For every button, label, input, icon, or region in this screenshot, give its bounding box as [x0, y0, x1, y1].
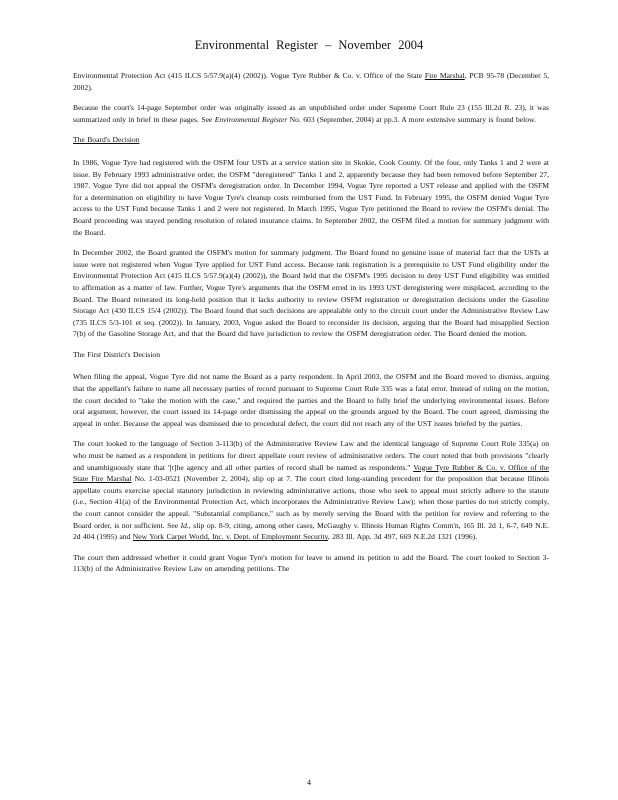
- citation-underlined: Fire Marshal: [424, 71, 465, 80]
- analysis-text: The court looked to the language of Section 3-113(b) of the Administrative Review Law and the identical language of Supreme Court Rule 335(a) on who must be named as a respondent in petitions for direct appellate court review of administrative orders. The court noted that both provisions "clearly and unambiguously state that '[t]he agency and all other parties of record shall be named as respondents.": [73, 439, 549, 472]
- paragraph-intro: [73, 102, 549, 125]
- section-heading-board-decision: The Board's Decision: [73, 135, 140, 145]
- case-name-underlined-2: New York Carpet World, Inc. v. Dept. of Employment Security: [132, 532, 328, 542]
- article-body: [73, 70, 549, 584]
- running-header: Environmental Register – November 2004: [194, 38, 424, 52]
- paragraph-amendment: The court then addressed whether it could grant Vogue Tyre's motion for leave to amend its petition to add the Board. The court looked to Section 3-113(b) of the Administrative Review Law on amending petitions. The: [73, 552, 549, 574]
- analysis-text-2: No. 1-03-0521 (November 2, 2004), slip op at 7. The court cited long-standing precedent for the proposition that because Illinois appellate courts exercise special statutory jurisdiction in reviewing administrative actions, those who seek to appeal must strictly adhere to the statute (i.e., Section 41(a) of the Environmental Protection Act, which incorporates the Administrative Review Law); when those parties do not strictly comply, the court cannot consider the appeal. "Substantial compliance," such as by merely serving the Board with the petition for review and referring to the Board order, is not sufficient. See: [73, 474, 549, 530]
- intro-text: Because the court's 14-page September order was originally issued as an unpublished order under Supreme Court Rule 23 (155 Ill.2d R. 23), it was summarized only in brief in these pages. See: [73, 103, 549, 124]
- page-number: 4: [307, 778, 311, 787]
- analysis-text-3: , slip op. 8-9, citing, among other cases, McGaughy v. Illinois Human Rights Comm'n, 165 Ill. 2d 1, 6-7, 649 N.E. 2d 404 (1995) and: [73, 520, 549, 542]
- paragraph-citation: [73, 70, 549, 93]
- citation-text: Environmental Protection Act (415 ILCS 5/57.9(a)(4) (2002)). Vogue Tyre Rubber & Co. v. Office of the State: [73, 71, 425, 80]
- section-heading-first-district: The First District's Decision: [73, 349, 161, 359]
- paragraph-background: In 1986, Vogue Tyre had registered with the OSFM four USTs at a service station site in Skokie, Cook County. Of the four, only Tanks 1 and 2 were at issue. By February 1993 administrative order, the OSFM "deregistered" Tanks 1 and 2, apparently because they had been removed before September 27, 1987. Vogue Tyre did not appeal the OSFM's deregistration order. In December 1994, Vogue Tyre reported a UST release and applied with the OSFM for a determination on eligibility to have Vogue Tyre's cleanup costs reimbursed from the UST Fund. In February 1995, the OSFM denied Vogue Tyre access to the UST Fund because Tanks 1 and 2 were not registered. In March 1995, Vogue Tyre petitioned the Board to review the OSFM's denial. The Board proceeding was stayed pending resolution of related insurance claims. In September 2002, the OSFM filed a motion for summary judgment with the Board.: [73, 157, 549, 237]
- paragraph-appeal: When filing the appeal, Vogue Tyre did not name the Board as a party respondent. In April 2003, the OSFM and the Board moved to dismiss, arguing that the appellant's failure to name all necessary parties of record pursuant to Supreme Court Rule 335 was a fatal error. Instead of ruling on the motion, the court decided to "take the motion with the case," and required the parties and the Board to fully brief the underlying environmental issues. Before oral argument, however, the court issued its 14-page order dismissing the appeal on the grounds argued by the Board. The court agreed, dismissing the appeal in order. Because the appeal was dismissed due to procedural defect, the court did not reach any of the UST issues briefed by the parties.: [73, 372, 549, 428]
- intro-text-end: No. 603 (September, 2004) at pp.3. A more extensive summary is found below.: [287, 114, 536, 124]
- analysis-text-end: , 283 Ill. App. 3d 497, 669 N.E.2d 1321 (1996).: [327, 532, 478, 542]
- id-citation: Id.: [180, 520, 189, 530]
- paragraph-court-analysis: [73, 438, 549, 542]
- case-name-underlined: Vogue Tyre Rubber & Co. v. Office of the State Fire Marshal: [73, 462, 549, 484]
- citation-text-end: , PCB 95-78 (December 5, 2002).: [73, 71, 550, 92]
- publication-name: Environmental Register: [214, 114, 288, 124]
- paragraph-board-ruling: In December 2002, the Board granted the OSFM's motion for summary judgment. The Board found no genuine issue of material fact that the USTs at issue were not registered when Vogue Tyre applied for UST Fund access. Because tank registration is a prerequisite to UST Fund eligibility under the Environmental Protection Act (415 ILCS 5/57.9(a)(4) (2002)), the Board held that the OSFM's 1995 decision to deny UST Fund eligibility was entitled to affirmation as a matter of law. Further, Vogue Tyre's arguments that the OSFM erred in its 1993 UST deregistering were misplaced, according to the Board. The Board reiterated its long-held position that it lacks authority to review OSFM registration or deregistration decisions under the Gasoline Storage Act (430 ILCS 15/4 (2002)). The Board found that such decisions are appealable only to the circuit court under the Administrative Review Law (735 ILCS 5/3-101 et seq. (2002)). In January, 2003, Vogue asked the Board to reconsider its decision, arguing that the Board had misapplied Section 7(b) of the Gasoline Storage Act, and that the Board did have jurisdiction to review the OSFM deregistration order. The Board denied the motion.: [73, 248, 549, 339]
